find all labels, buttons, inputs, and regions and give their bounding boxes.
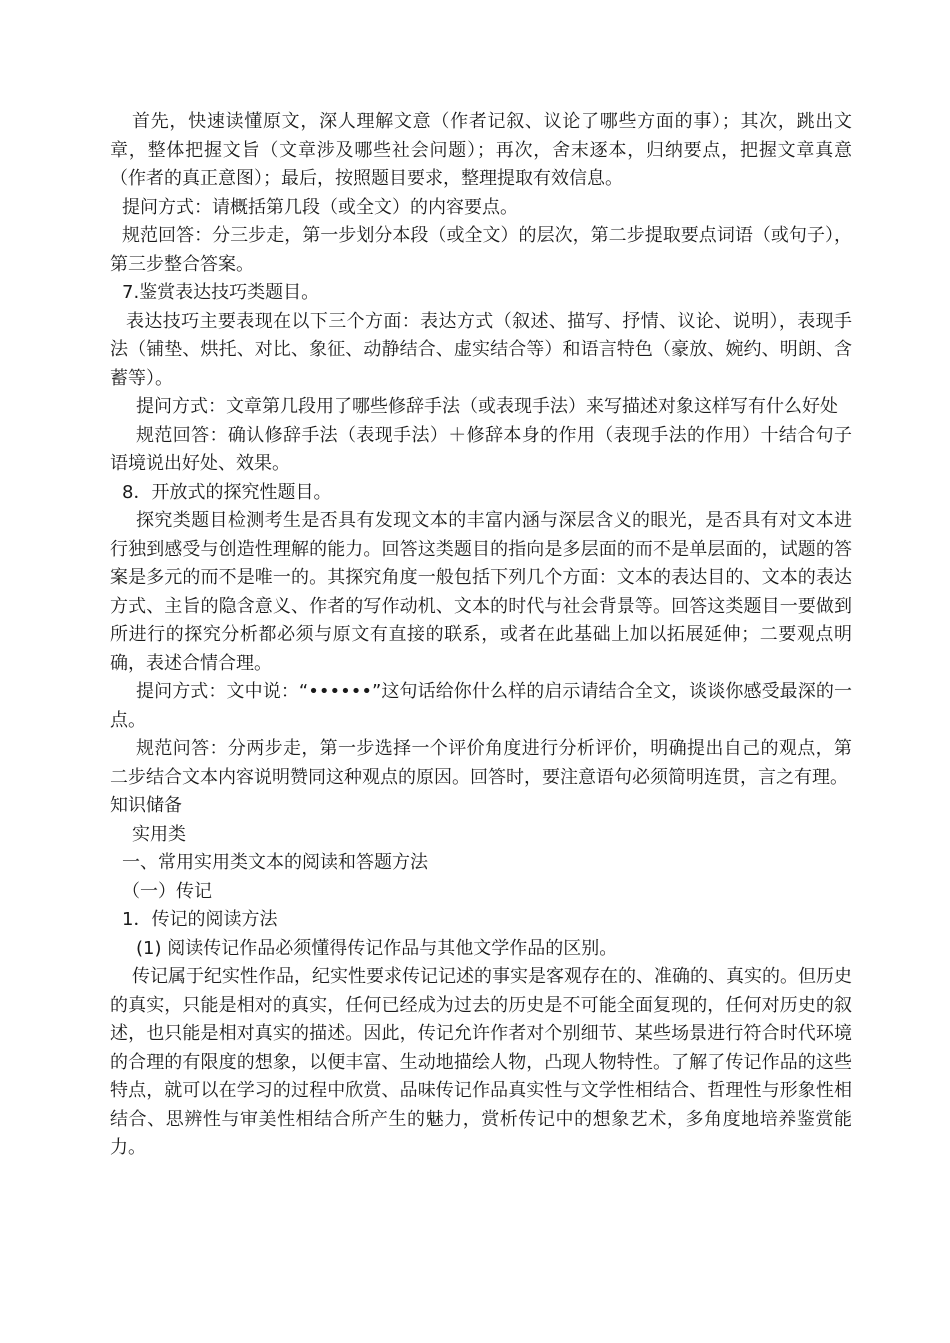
- paragraph-expression-skills: 表达技巧主要表现在以下三个方面：表达方式（叙述、描写、抒情、议论、说明），表现手法（铺垫、烘托、对比、象征、动静结合、虚实结合等）和语言特色（豪放、婉约、明朗、含蓄等）。: [110, 310, 852, 389]
- paragraph-exploration: 探究类题目检测考生是否具有发现文本的丰富内涵与深层含义的眼光，是否具有对文本进行独到感受与创造性理解的能力。回答这类题目的指向是多层面的而不是单层面的，试题的答案是多元的而不是唯一的。其探究角度一般包括下列几个方面：文本的表达目的、文本的表达方式、主旨的隐含意义、作者的写作动机、文本的时代与社会背景等。回答这类题目一要做到所进行的探究分析都必须与原文有直接的联系，或者在此基础上加以拓展延伸；二要观点明确，表述合情合理。: [110, 510, 852, 674]
- paragraph-answer-summary: 规范回答：分三步走，第一步划分本段（或全文）的层次，第二步提取要点词语（或句子），第三步整合答案。: [110, 225, 852, 275]
- heading-biography: （一）传记: [122, 880, 212, 902]
- paragraph-answer-skills: 规范回答：确认修辞手法（表现手法）＋修辞本身的作用（表现手法的作用）十结合句子语境说出好处、效果。: [110, 424, 852, 474]
- paragraph-answer-exploration: 规范问答：分两步走，第一步选择一个评价角度进行分析评价，明确提出自己的观点，第二步结合文本内容说明赞同这种观点的原因。回答时，要注意语句必须简明连贯，言之有理。: [110, 738, 852, 788]
- heading-item-8: 8．开放式的探究性题目。: [122, 481, 332, 503]
- paragraph-question-summary: 提问方式：请概括第几段（或全文）的内容要点。: [122, 196, 518, 218]
- paragraph-summary-method: 首先，快速读懂原文，深人理解文意（作者记叙、议论了哪些方面的事）；其次，跳出文章，整体把握文旨（文章涉及哪些社会问题）；再次，舍末逐本，归纳要点，把握文章真意（作者的真正意图）；最后，按照题目要求，整理提取有效信息。: [110, 111, 852, 189]
- heading-knowledge: 知识储备: [110, 795, 182, 816]
- document-body: [110, 108, 852, 1163]
- heading-point-1: (1) 阅读传记作品必须懂得传记作品与其他文学作品的区别。: [136, 937, 618, 959]
- paragraph-question-exploration: 提问方式：文中说：“••••••”这句话给你什么样的启示请结合全文，谈谈你感受最深的一点。: [110, 681, 852, 731]
- heading-item-7: 7.鉴赏表达技巧类题目。: [122, 282, 320, 303]
- heading-practical: 实用类: [132, 823, 186, 845]
- heading-section-1: 一、常用实用类文本的阅读和答题方法: [122, 852, 428, 873]
- paragraph-biography-nature: 传记属于纪实性作品，纪实性要求传记记述的事实是客观存在的、准确的、真实的。但历史的真实，只能是相对的真实，任何已经成为过去的历史是不可能全面复现的，任何对历史的叙述，也只能是相对真实的描述。因此，传记允许作者对个别细节、某些场景进行符合时代环境的合理的有限度的想象，以便丰富、生动地描绘人物，凸现人物特性。了解了传记作品的这些特点，就可以在学习的过程中欣赏、品味传记作品真实性与文学性相结合、哲理性与形象性相结合、思辨性与审美性相结合所产生的魅力，赏析传记中的想象艺术，多角度地培养鉴赏能力。: [110, 966, 852, 1158]
- paragraph-question-skills: 提问方式：文章第几段用了哪些修辞手法（或表现手法）来写描述对象这样写有什么好处: [136, 396, 838, 417]
- heading-reading-method: 1．传记的阅读方法: [122, 909, 278, 930]
